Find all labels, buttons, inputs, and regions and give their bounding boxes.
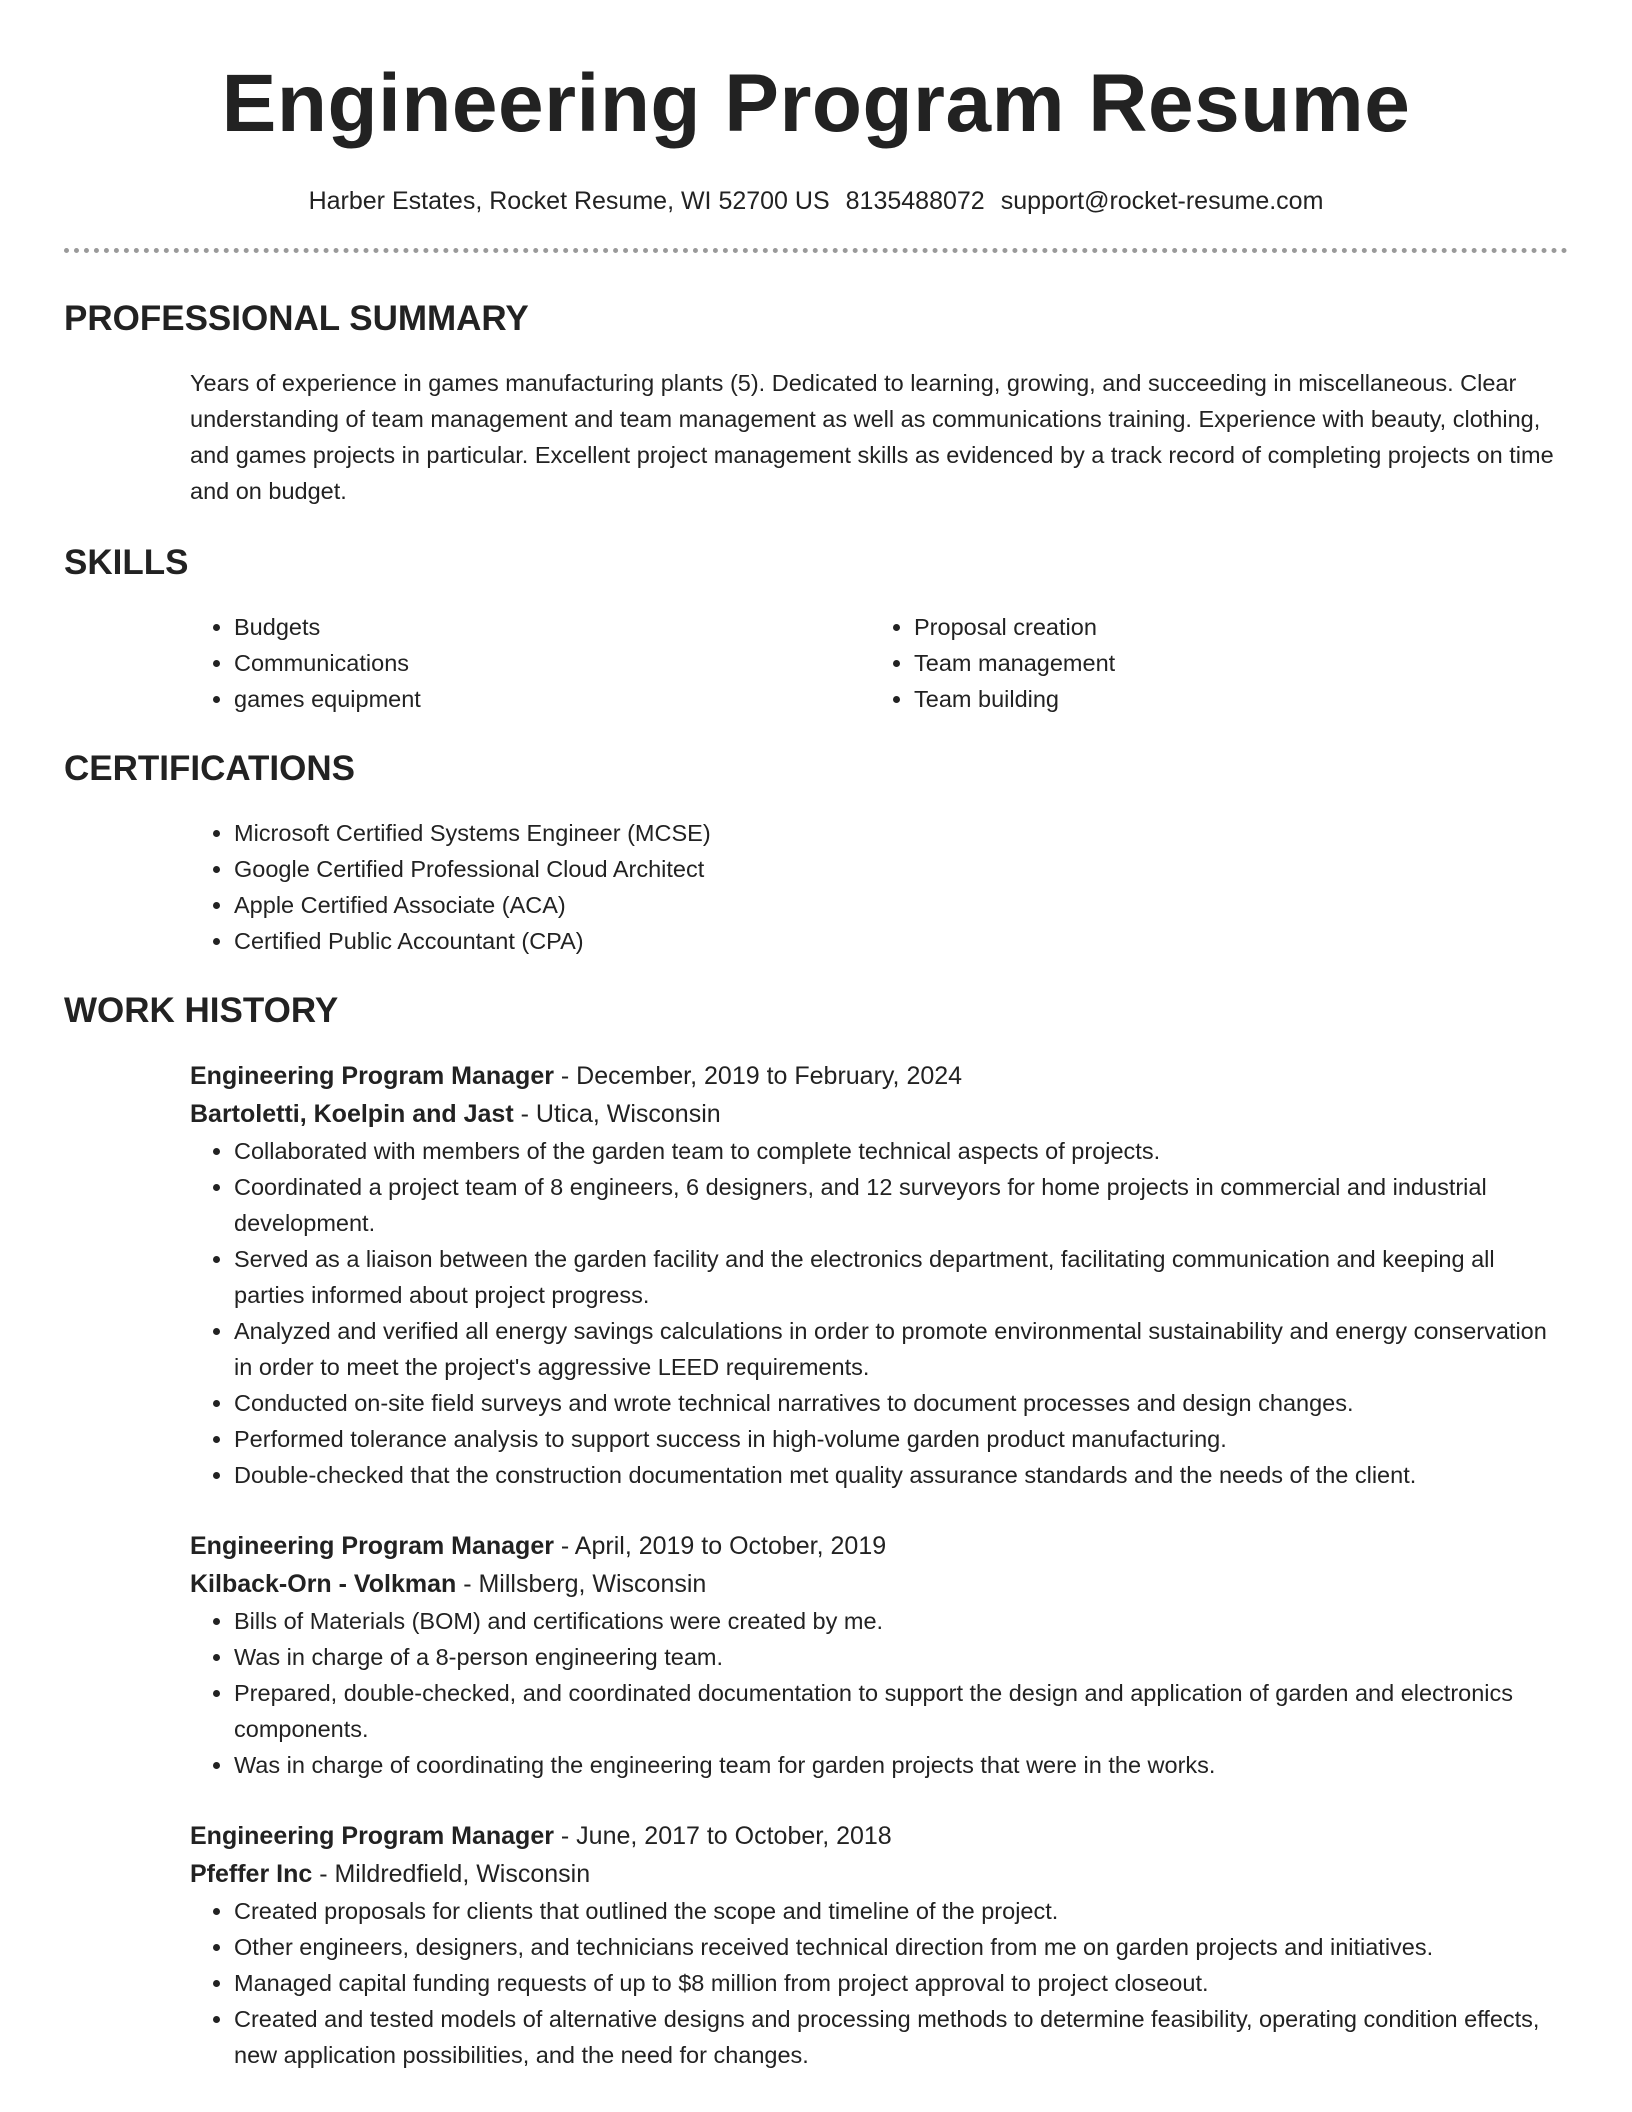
job-bullets <box>190 1893 1568 2073</box>
skills-heading: SKILLS <box>64 543 189 582</box>
job-location: - Utica, Wisconsin <box>513 1100 721 1128</box>
skill-item: • Proposal creation <box>914 609 1550 645</box>
job-dates: - December, 2019 to February, 2024 <box>553 1062 963 1090</box>
resume-title: Engineering Program Resume <box>221 58 1411 149</box>
job-entry-2 <box>190 1527 1568 1783</box>
job-company-line <box>190 1855 1568 1893</box>
job-bullet: • Served as a liaison between the garden facility and the electronics department, facilitating communication and keeping all parties informed about project progress. <box>234 1241 1568 1313</box>
skills-column-left <box>190 609 870 717</box>
job-title: Engineering Program Manager <box>190 1822 554 1850</box>
job-bullet: • Created and tested models of alternative designs and processing methods to determine feasibility, operating condition effects, new application possibilities, and the need for changes. <box>234 2001 1568 2073</box>
job-dates: - June, 2017 to October, 2018 <box>553 1822 892 1850</box>
certification-item: • Microsoft Certified Systems Engineer (MCSE) <box>234 815 1568 851</box>
job-title-line <box>190 1057 1568 1095</box>
skills-list-right <box>870 609 1550 717</box>
job-company: Bartoletti, Koelpin and Jast <box>190 1100 514 1128</box>
work-history-heading: WORK HISTORY <box>64 991 339 1030</box>
skill-item: • Team building <box>914 681 1550 717</box>
skill-item: • games equipment <box>234 681 870 717</box>
summary-heading: PROFESSIONAL SUMMARY <box>64 299 529 338</box>
certification-item: • Apple Certified Associate (ACA) <box>234 887 1568 923</box>
job-bullet: • Analyzed and verified all energy savings calculations in order to promote environmental sustainability and energy conservation in order to meet the project's aggressive LEED requirements. <box>234 1313 1568 1385</box>
job-bullets <box>190 1133 1568 1493</box>
summary-text: Years of experience in games manufacturing plants (5). Dedicated to learning, growing, and succeeding in miscellaneous. Clear understanding of team management and team management as well as communications training. Experience with beauty, clothing, and games projects in particular. Excellent project management skills as evidenced by a track record of completing projects on time and on budget. <box>190 370 1554 504</box>
certifications-block <box>190 815 1568 959</box>
job-bullet: • Prepared, double-checked, and coordinated documentation to support the design and application of garden and electronics components. <box>234 1675 1568 1747</box>
job-dates: - April, 2019 to October, 2019 <box>553 1532 887 1560</box>
job-bullet: • Managed capital funding requests of up to $8 million from project approval to project closeout. <box>234 1965 1568 2001</box>
contact-line <box>64 184 1568 218</box>
header-divider <box>64 248 1568 253</box>
job-title-line <box>190 1527 1568 1565</box>
skills-column-right <box>870 609 1550 717</box>
job-company: Kilback-Orn - Volkman <box>190 1570 457 1598</box>
skill-item: • Budgets <box>234 609 870 645</box>
job-entry-3 <box>190 1817 1568 2073</box>
job-bullet: • Other engineers, designers, and technicians received technical direction from me on garden projects and initiatives. <box>234 1929 1568 1965</box>
job-title: Engineering Program Manager <box>190 1062 554 1090</box>
job-bullet: • Performed tolerance analysis to support success in high-volume garden product manufacturing. <box>234 1421 1568 1457</box>
job-bullet: • Created proposals for clients that outlined the scope and timeline of the project. <box>234 1893 1568 1929</box>
certifications-list <box>190 815 1568 959</box>
certifications-heading: CERTIFICATIONS <box>64 749 356 788</box>
contact-email: support@rocket-resume.com <box>1000 187 1324 215</box>
certification-item: • Certified Public Accountant (CPA) <box>234 923 1568 959</box>
job-location: - Millsberg, Wisconsin <box>456 1570 707 1598</box>
job-bullet: • Was in charge of a 8-person engineering team. <box>234 1639 1568 1675</box>
job-bullet: • Bills of Materials (BOM) and certifications were created by me. <box>234 1603 1568 1639</box>
job-location: - Mildredfield, Wisconsin <box>312 1860 591 1888</box>
job-title-line <box>190 1817 1568 1855</box>
contact-address: Harber Estates, Rocket Resume, WI 52700 US <box>308 187 830 215</box>
job-company-line <box>190 1565 1568 1603</box>
job-bullet: • Was in charge of coordinating the engineering team for garden projects that were in the works. <box>234 1747 1568 1783</box>
job-company-line <box>190 1095 1568 1133</box>
job-bullet: • Double-checked that the construction documentation met quality assurance standards and the needs of the client. <box>234 1457 1568 1493</box>
job-bullet: • Collaborated with members of the garden team to complete technical aspects of projects. <box>234 1133 1568 1169</box>
skill-item: • Team management <box>914 645 1550 681</box>
job-bullets <box>190 1603 1568 1783</box>
job-title: Engineering Program Manager <box>190 1532 554 1560</box>
skills-grid <box>190 609 1568 717</box>
contact-phone: 8135488072 <box>845 187 985 215</box>
job-entry-1 <box>190 1057 1568 1493</box>
skills-list-left <box>190 609 870 717</box>
job-bullet: • Conducted on-site field surveys and wrote technical narratives to document processes and design changes. <box>234 1385 1568 1421</box>
skill-item: • Communications <box>234 645 870 681</box>
job-bullet: • Coordinated a project team of 8 engineers, 6 designers, and 12 surveyors for home projects in commercial and industrial development. <box>234 1169 1568 1241</box>
job-company: Pfeffer Inc <box>190 1860 313 1888</box>
certification-item: • Google Certified Professional Cloud Architect <box>234 851 1568 887</box>
